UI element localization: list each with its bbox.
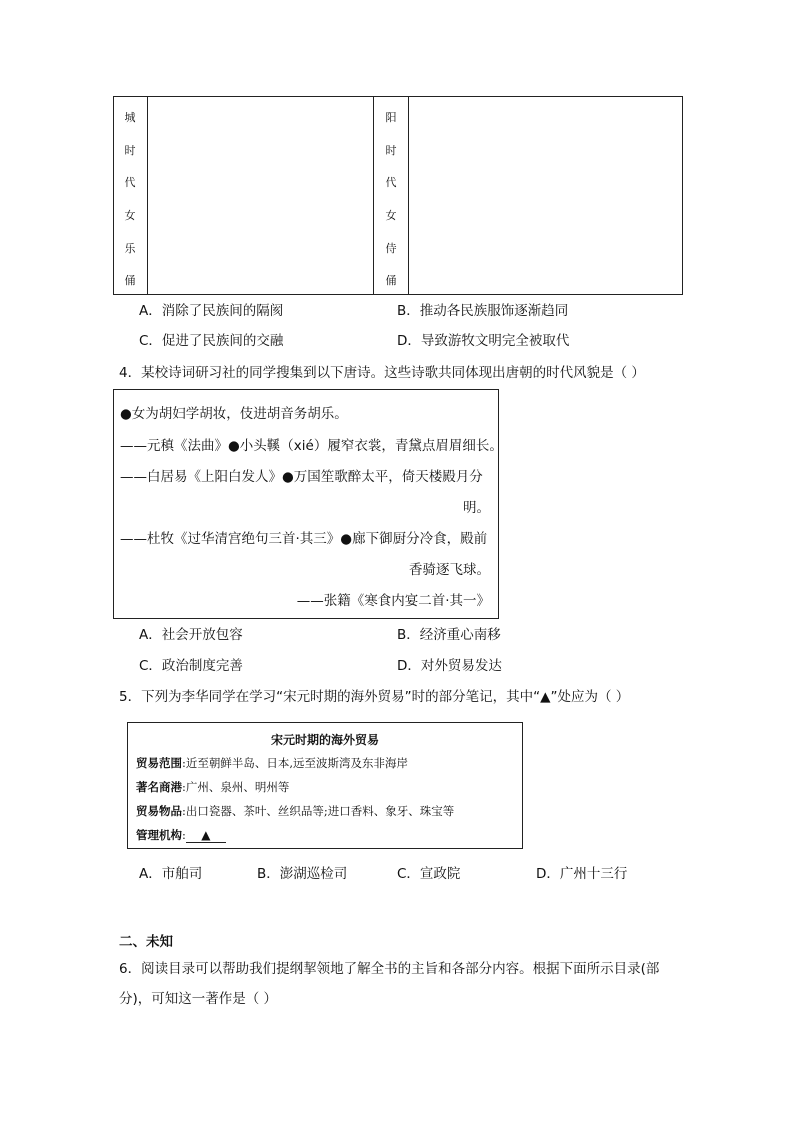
q5-option-a[interactable]: A．市舶司 — [139, 866, 203, 882]
q5-option-c[interactable]: C．宣政院 — [397, 866, 461, 882]
q3-image-table — [113, 96, 683, 295]
poem-line: ——张籍《寒食内宴二首·其一》 — [296, 593, 490, 609]
q4-option-b[interactable]: B．经济重心南移 — [397, 627, 501, 643]
q4-poem-box — [113, 389, 503, 619]
note-row-value: : — [182, 828, 186, 842]
q4-stem: 4．某校诗词研习社的同学搜集到以下唐诗。这些诗歌共同体现出唐朝的时代风貌是（ ） — [119, 365, 645, 381]
q3-option-d[interactable]: D．导致游牧文明完全被取代 — [397, 333, 570, 349]
left-label-column — [120, 109, 142, 289]
right-label-char: 俑 — [385, 274, 397, 287]
right-label-column — [381, 109, 403, 289]
left-label-char: 时 — [124, 144, 136, 157]
right-label-char: 代 — [385, 176, 397, 189]
left-label-char: 俑 — [124, 274, 136, 287]
poem-line: 香骑逐飞球。 — [409, 562, 490, 578]
right-image-cell — [409, 97, 682, 294]
note-row-label: 贸易范围 — [136, 756, 182, 770]
poem-line: ——白居易《上阳白发人》●万国笙歌醉太平，倚天楼殿月分 — [120, 469, 483, 485]
q3-option-c[interactable]: C．促进了民族间的交融 — [139, 333, 284, 349]
left-label-char: 代 — [124, 176, 136, 189]
q5-note-box — [127, 722, 523, 849]
q4-option-c[interactable]: C．政治制度完善 — [139, 658, 243, 674]
q6-stem-line-2: 分)，可知这一著作是（ ） — [119, 991, 278, 1007]
note-row-ports — [136, 779, 289, 795]
left-image-cell — [148, 97, 373, 294]
q5-stem: 5．下列为李华同学在学习“宋元时期的海外贸易”时的部分笔记，其中“▲”处应为（ ） — [119, 689, 630, 705]
section-heading: 二、未知 — [119, 934, 173, 950]
note-row-value: :出口瓷器、茶叶、丝织品等;进口香料、象牙、珠宝等 — [182, 804, 455, 818]
triangle-blank-mark: ▲ — [186, 828, 226, 843]
note-row-value: :广州、泉州、明州等 — [182, 780, 290, 794]
right-label-char: 时 — [385, 144, 397, 157]
table-divider-middle — [373, 97, 374, 294]
note-row-goods — [136, 803, 454, 819]
left-label-char: 女 — [124, 209, 136, 222]
q4-option-d[interactable]: D．对外贸易发达 — [397, 658, 502, 674]
note-row-label: 贸易物品 — [136, 804, 182, 818]
right-label-char: 侍 — [385, 242, 397, 255]
q5-option-b[interactable]: B．澎湖巡检司 — [257, 866, 348, 882]
poem-line: ●女为胡妇学胡妆，伎进胡音务胡乐。 — [120, 406, 348, 422]
right-label-char: 阳 — [385, 111, 397, 124]
left-label-char: 城 — [124, 111, 136, 124]
note-row-trade-scope — [136, 755, 408, 771]
q3-option-b[interactable]: B．推动各民族服饰逐渐趋同 — [397, 303, 569, 319]
note-row-agency — [136, 827, 226, 843]
left-label-char: 乐 — [124, 242, 136, 255]
right-label-char: 女 — [385, 209, 397, 222]
q6-stem-line-1: 6．阅读目录可以帮助我们提纲挈领地了解全书的主旨和各部分内容。根据下面所示目录(部 — [119, 961, 660, 977]
note-row-label: 著名商港 — [136, 780, 182, 794]
poem-line: ——杜牧《过华清宫绝句三首·其三》●廊下御厨分冷食，殿前 — [120, 531, 488, 547]
poem-line: 明。 — [463, 500, 490, 516]
note-row-label: 管理机构 — [136, 828, 182, 842]
q5-option-d[interactable]: D．广州十三行 — [536, 866, 628, 882]
note-row-value: :近至朝鲜半岛、日本,远至波斯湾及东非海岸 — [182, 756, 409, 770]
note-title: 宋元时期的海外贸易 — [270, 733, 379, 747]
q4-option-a[interactable]: A．社会开放包容 — [139, 627, 243, 643]
q3-option-a[interactable]: A．消除了民族间的隔阂 — [139, 303, 284, 319]
poem-line: ——元稹《法曲》●小头鞵（xié）履窄衣裳，青黛点眉眉细长。 — [120, 438, 503, 454]
